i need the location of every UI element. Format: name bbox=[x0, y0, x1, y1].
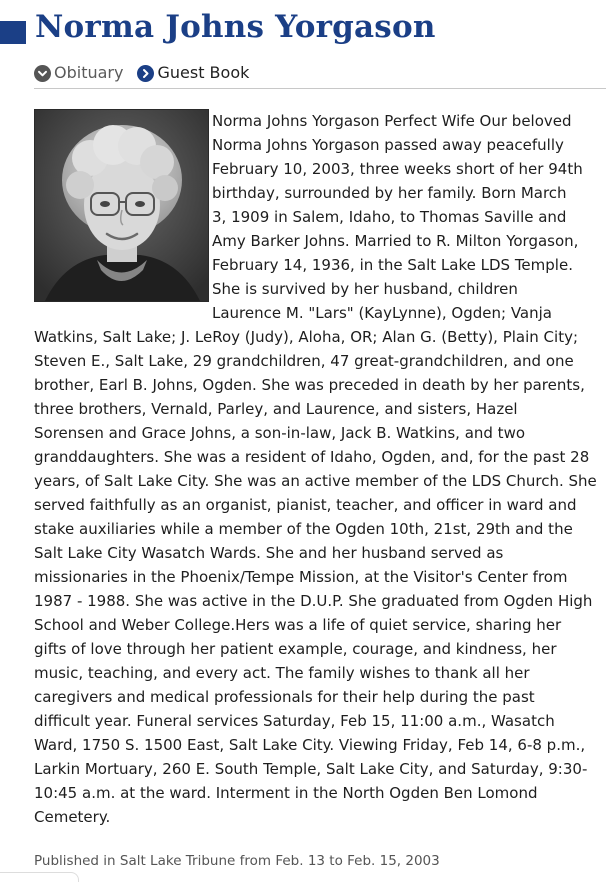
obituary-text: Norma Johns Yorgason Perfect Wife Our beloved Norma Johns Yorgason passed away peacefully February 10, 2003, three weeks short of her 94th birthday, surrounded by her family. Born March 3, 1909 in Salem, Idaho, to Thomas Saville and Amy Barker Johns. Married to R. Milton Yorgason, February 14, 1936, in the Salt Lake LDS Temple. She is survived by her husband, children Laurence M. "Lars" (KayLynne), Ogden; Vanja Watkins, Salt Lake; J. LeRoy (Judy), Aloha, OR; Alan G. (Betty), Plain City; Steven E., Salt Lake, 29 grandchildren, 47 great-grandchildren, and one brother, Earl B. Johns, Ogden. She was preceded in death by her parents, three brothers, Vernald, Parley, and Laurence, and sisters, Hazel Sorensen and Grace Johns, a son-in-law, Jack B. Watkins, and two granddaughters. She was a resident of Idaho, Ogden, and, for the past 28 years, of Salt Lake City. She was an active member of the LDS Church. She served faithfully as an organist, pianist, teacher, and officer in ward and stake auxiliaries while a member of the Ogden 10th, 21st, 29th and the Salt Lake City Wasatch Wards. She and her husband served as missionaries in the Phoenix/Tempe Mission, at the Visitor's Center from 1987 - 1988. She was active in the D.U.P. She graduated from Ogden High School and Weber College.Hers was a life of quiet service, sharing her gifts of love through her patient example, courage, and kindness, her music, teaching, and every act. The family wishes to thank all her caregivers and medical professionals for their help during the past difficult year. Funeral services Saturday, Feb 15, 11:00 a.m., Wasatch Ward, 1750 S. 1500 East, Salt Lake City. Viewing Friday, Feb 14, 6-8 p.m., Larkin Mortuary, 260 E. South Temple, Salt Lake City, and Saturday, 9:30- 10:45 a.m. at the ward. Interment in the North Ogden Ben Lomond Cemetery. bbox=[34, 112, 597, 826]
tab-guest-book[interactable] bbox=[137, 63, 249, 83]
portrait-photo bbox=[34, 109, 209, 302]
tab-obituary[interactable] bbox=[34, 63, 123, 83]
published-info: Published in Salt Lake Tribune from Feb. 13 to Feb. 15, 2003 bbox=[34, 853, 440, 869]
obituary-article bbox=[34, 109, 604, 829]
obituary-nav bbox=[34, 62, 263, 84]
page-title: Norma Johns Yorgason bbox=[35, 9, 436, 45]
chevron-right-circle-icon bbox=[137, 65, 154, 82]
nav-divider bbox=[34, 88, 606, 89]
tab-guest-book-label: Guest Book bbox=[157, 63, 250, 82]
chevron-down-circle-icon bbox=[34, 65, 51, 82]
page-header bbox=[0, 0, 606, 60]
title-accent-bar bbox=[0, 21, 26, 44]
tab-obituary-label: Obituary bbox=[54, 63, 124, 82]
